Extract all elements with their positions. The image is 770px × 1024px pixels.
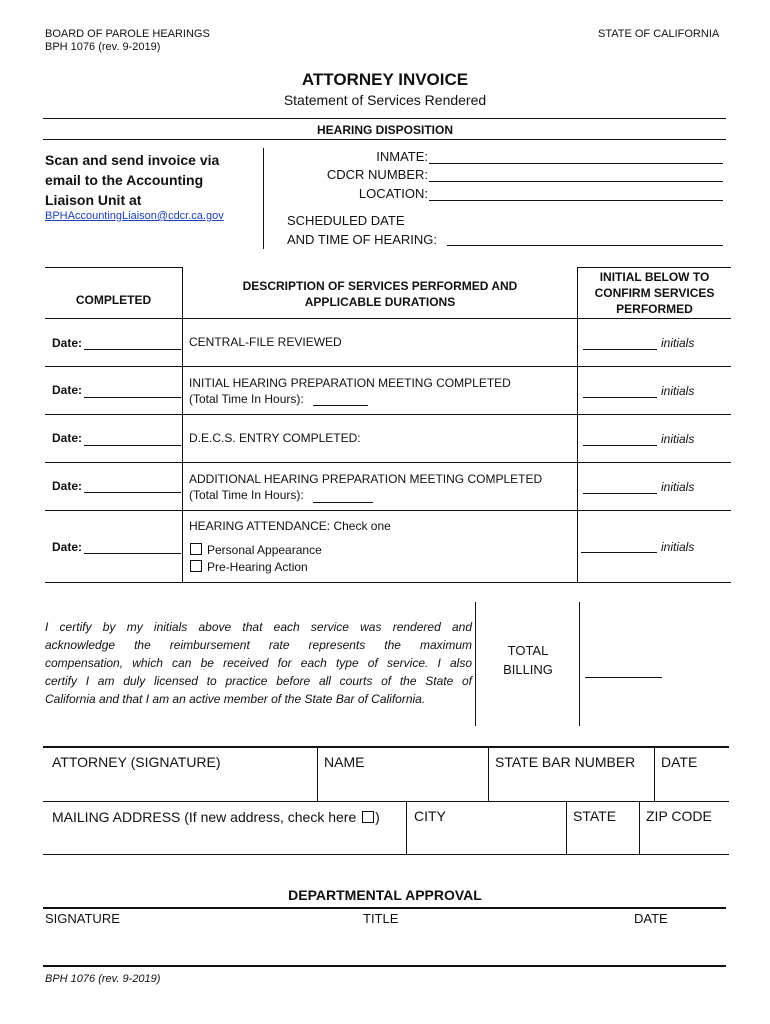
city-label: CITY bbox=[414, 808, 446, 824]
initials-field[interactable] bbox=[583, 445, 657, 446]
initials-label: initials bbox=[661, 336, 695, 350]
cdcr-number-field[interactable] bbox=[429, 181, 723, 182]
initials-field[interactable] bbox=[583, 397, 657, 398]
service-duration-label: (Total Time In Hours): bbox=[189, 392, 304, 406]
initials-field[interactable] bbox=[581, 552, 657, 553]
divider bbox=[263, 148, 264, 249]
table-border bbox=[45, 582, 731, 583]
certification-line: certify I am duly licensed to practice before all courts of the State of bbox=[45, 674, 472, 688]
divider bbox=[43, 965, 726, 967]
divider bbox=[43, 854, 729, 855]
header-line: APPLICABLE DURATIONS bbox=[304, 295, 456, 309]
initials-label: initials bbox=[661, 540, 695, 554]
agency-name: BOARD OF PAROLE HEARINGS bbox=[45, 28, 210, 40]
disposition-heading: HEARING DISPOSITION bbox=[316, 123, 453, 137]
mailing-address-text: MAILING ADDRESS (If new address, check here bbox=[52, 809, 357, 825]
state-label: STATE bbox=[573, 808, 617, 824]
page-title: ATTORNEY INVOICE bbox=[301, 70, 469, 89]
checkbox-icon[interactable] bbox=[362, 811, 374, 823]
checkbox-icon[interactable] bbox=[190, 560, 202, 572]
scan-instructions bbox=[45, 150, 219, 210]
col-completed-header: COMPLETED bbox=[75, 293, 152, 307]
scheduled-date-field[interactable] bbox=[447, 245, 723, 246]
initials-label: initials bbox=[661, 432, 695, 446]
divider bbox=[488, 748, 489, 801]
col-initial-header bbox=[578, 269, 731, 317]
service-label: ADDITIONAL HEARING PREPARATION MEETING COMPLETED bbox=[189, 472, 543, 486]
table-border bbox=[45, 318, 731, 319]
header-line: CONFIRM SERVICES bbox=[594, 286, 715, 300]
checkbox-icon[interactable] bbox=[190, 543, 202, 555]
date-label: Date: bbox=[52, 336, 83, 350]
date-field[interactable] bbox=[84, 553, 181, 554]
certification-line: compensation, which can be received for each type of service. I also bbox=[45, 656, 472, 670]
date-field[interactable] bbox=[84, 445, 181, 446]
mailing-suffix: ) bbox=[375, 809, 380, 825]
initials-label: initials bbox=[661, 480, 695, 494]
service-label: CENTRAL-FILE REVIEWED bbox=[189, 335, 342, 349]
location-label: LOCATION: bbox=[358, 186, 428, 201]
approval-title-label: TITLE bbox=[363, 911, 399, 926]
inmate-field[interactable] bbox=[429, 163, 723, 164]
option-label: Personal Appearance bbox=[207, 543, 322, 557]
zip-code-label: ZIP CODE bbox=[646, 808, 712, 824]
certification-text bbox=[45, 618, 472, 708]
divider bbox=[43, 139, 726, 140]
initials-field[interactable] bbox=[583, 493, 657, 494]
mailing-address-label bbox=[52, 809, 380, 825]
row-divider bbox=[45, 510, 731, 511]
row-divider bbox=[45, 366, 731, 367]
attorney-signature-label: ATTORNEY (SIGNATURE) bbox=[52, 754, 221, 770]
initials-label: initials bbox=[661, 384, 695, 398]
initials-field[interactable] bbox=[583, 349, 657, 350]
option-label: Pre-Hearing Action bbox=[207, 560, 308, 574]
divider bbox=[43, 118, 726, 119]
date-label: DATE bbox=[661, 754, 698, 770]
divider bbox=[654, 748, 655, 801]
row-divider bbox=[45, 462, 731, 463]
approval-date-label: DATE bbox=[634, 911, 668, 926]
divider bbox=[579, 602, 580, 726]
scheduled-label: SCHEDULED DATE bbox=[287, 213, 405, 228]
certification-line: California and that I am an active member of the State Bar of California. bbox=[45, 692, 426, 706]
divider bbox=[317, 748, 318, 801]
state-label: STATE OF CALIFORNIA bbox=[598, 28, 720, 40]
row-divider bbox=[45, 414, 731, 415]
date-label: Date: bbox=[52, 431, 83, 445]
header-line: PERFORMED bbox=[616, 302, 693, 316]
approval-heading: DEPARTMENTAL APPROVAL bbox=[288, 887, 482, 903]
total-line: TOTAL bbox=[507, 643, 549, 658]
date-label: Date: bbox=[52, 479, 83, 493]
certification-line: I certify by my initials above that each service was rendered and bbox=[45, 620, 472, 634]
total-billing-label bbox=[476, 641, 580, 679]
divider bbox=[406, 801, 407, 854]
service-label: INITIAL HEARING PREPARATION MEETING COMPLETED bbox=[189, 376, 511, 390]
table-border bbox=[577, 267, 731, 268]
header-line: DESCRIPTION OF SERVICES PERFORMED AND bbox=[242, 279, 518, 293]
divider bbox=[43, 907, 726, 909]
divider bbox=[43, 801, 729, 802]
inmate-label: INMATE: bbox=[376, 149, 428, 164]
state-bar-number-label: STATE BAR NUMBER bbox=[495, 754, 636, 770]
date-field[interactable] bbox=[84, 492, 181, 493]
date-label: Date: bbox=[52, 383, 83, 397]
divider bbox=[639, 801, 640, 854]
form-code: BPH 1076 (rev. 9-2019) bbox=[45, 41, 161, 53]
scan-line: Scan and send invoice via bbox=[45, 152, 220, 168]
service-label: D.E.C.S. ENTRY COMPLETED: bbox=[189, 431, 361, 445]
scan-line: Liaison Unit at bbox=[45, 192, 142, 208]
scan-line: email to the Accounting bbox=[45, 172, 204, 188]
approval-signature-label: SIGNATURE bbox=[45, 911, 120, 926]
scheduled-label-2: AND TIME OF HEARING: bbox=[287, 232, 437, 247]
hours-field[interactable] bbox=[313, 405, 368, 406]
total-billing-field[interactable] bbox=[585, 677, 662, 678]
footer-form-code: BPH 1076 (rev. 9-2019) bbox=[45, 973, 161, 985]
accounting-email-link[interactable]: BPHAccountingLiaison@cdcr.ca.gov bbox=[45, 210, 224, 222]
pre-hearing-action-option[interactable] bbox=[190, 560, 308, 574]
date-label: Date: bbox=[52, 540, 83, 554]
cdcr-number-label: CDCR NUMBER: bbox=[326, 167, 428, 182]
certification-line: acknowledge the reimbursement rate represents the maximum bbox=[45, 638, 472, 652]
service-duration-label: (Total Time In Hours): bbox=[189, 488, 304, 502]
page-subtitle: Statement of Services Rendered bbox=[283, 92, 487, 108]
date-field[interactable] bbox=[84, 349, 181, 350]
location-field[interactable] bbox=[429, 200, 723, 201]
divider bbox=[43, 746, 729, 748]
divider bbox=[566, 801, 567, 854]
table-border bbox=[45, 267, 183, 268]
hours-field[interactable] bbox=[313, 502, 373, 503]
total-line: BILLING bbox=[503, 662, 553, 677]
attendance-label: HEARING ATTENDANCE: Check one bbox=[189, 519, 391, 533]
table-border bbox=[182, 267, 183, 583]
name-label: NAME bbox=[324, 754, 365, 770]
personal-appearance-option[interactable] bbox=[190, 543, 322, 557]
col-description-header bbox=[183, 278, 577, 310]
header-line: INITIAL BELOW TO bbox=[599, 270, 710, 284]
date-field[interactable] bbox=[84, 397, 181, 398]
